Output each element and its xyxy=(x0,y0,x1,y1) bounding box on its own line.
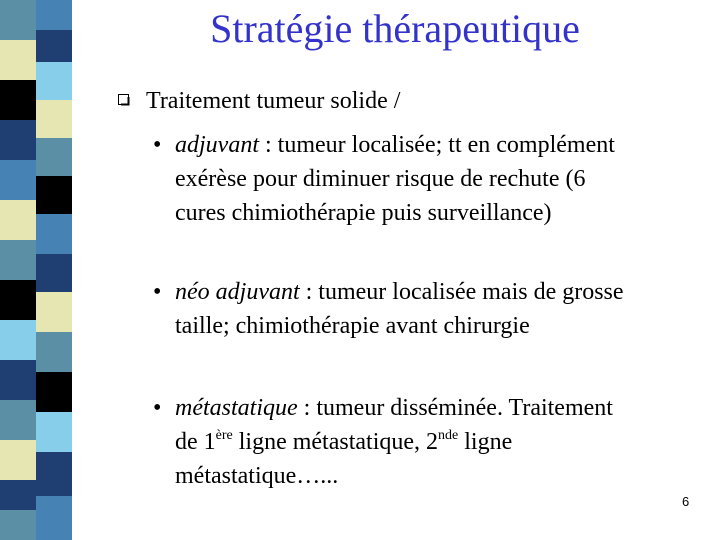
term-metastatique: métastatique xyxy=(175,395,298,421)
bullet-dot-metastatique: • xyxy=(153,395,162,421)
square-bullet-icon xyxy=(118,94,130,106)
superscript-nde: nde xyxy=(438,428,459,443)
decorative-stripe-border xyxy=(0,0,72,540)
metastatique-text-1: : tumeur disséminée. Traitement xyxy=(297,395,613,421)
bullet-dot-adjuvant: • xyxy=(153,132,162,158)
superscript-ere: ère xyxy=(215,428,233,443)
page-number: 6 xyxy=(682,494,690,509)
slide-title: Stratégie thérapeutique xyxy=(210,6,580,51)
adjuvant-text-1: : tumeur localisée; tt en complément xyxy=(259,132,615,158)
bullet-dot-neo-adjuvant: • xyxy=(153,279,162,305)
subitem-neo-adjuvant-line1 xyxy=(175,277,624,307)
term-adjuvant: adjuvant xyxy=(175,132,259,158)
metastatique-text-2b: ligne métastatique, 2 xyxy=(232,429,439,455)
subitem-metastatique-line2 xyxy=(175,427,512,457)
metastatique-text-2a: de 1 xyxy=(175,429,216,455)
main-item-text: Traitement tumeur solide / xyxy=(146,88,401,114)
subitem-neo-adjuvant-line2: taille; chimiothérapie avant chirurgie xyxy=(175,313,530,339)
subitem-metastatique-line3: métastatique…... xyxy=(175,463,339,489)
neo-adjuvant-text-1: : tumeur localisée mais de grosse xyxy=(299,279,624,305)
metastatique-text-2c: ligne xyxy=(458,429,513,455)
subitem-metastatique-line1 xyxy=(175,393,613,423)
subitem-adjuvant-line2: exérèse pour diminuer risque de rechute (6 xyxy=(175,166,586,192)
subitem-adjuvant-line3: cures chimiothérapie puis surveillance) xyxy=(175,200,552,226)
term-neo-adjuvant: néo adjuvant xyxy=(175,279,300,305)
subitem-adjuvant-line1 xyxy=(175,130,615,160)
